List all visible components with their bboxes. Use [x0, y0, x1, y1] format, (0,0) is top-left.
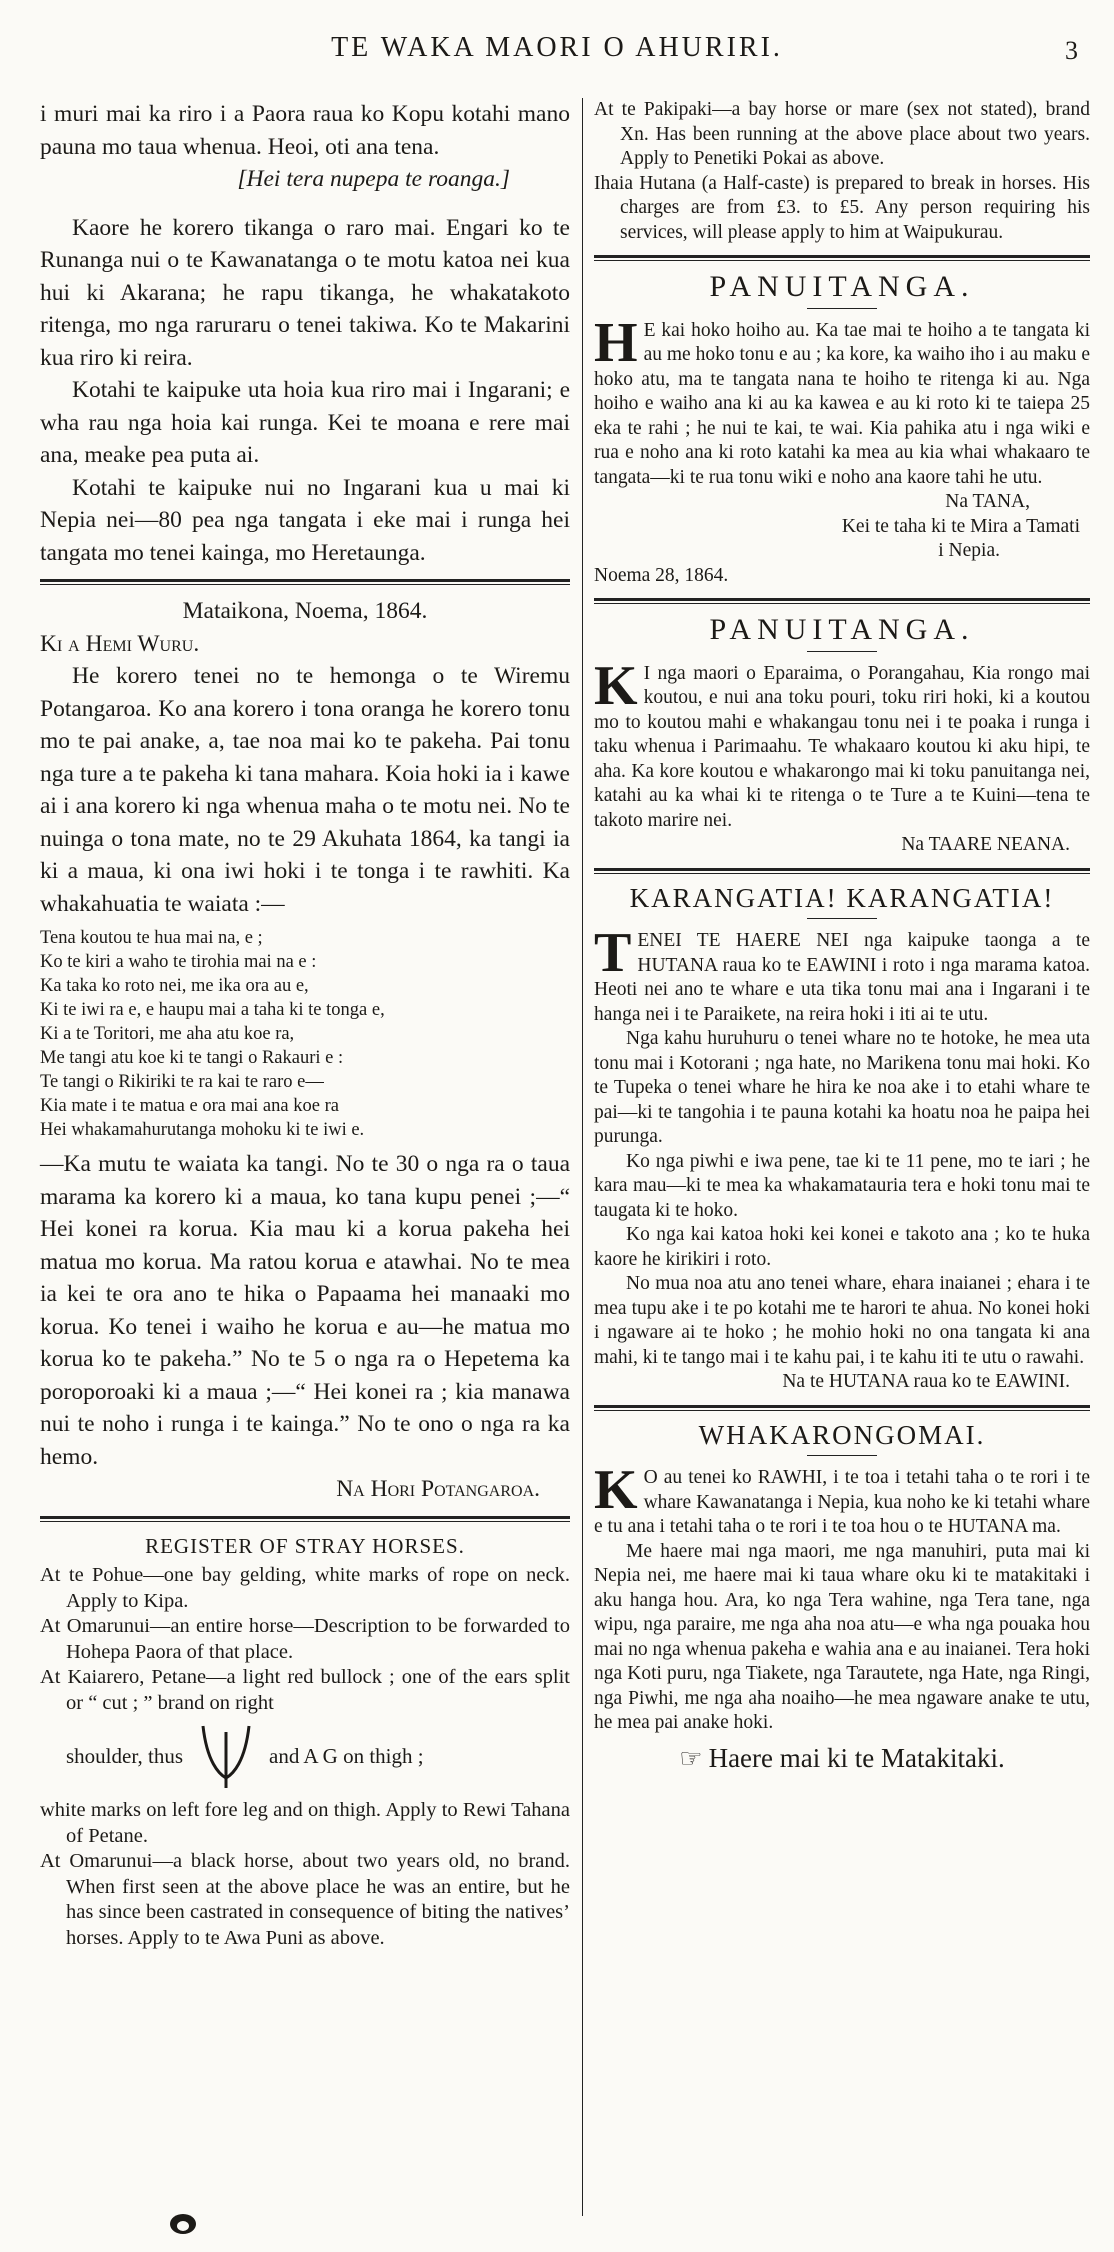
letter-dateline: Mataikona, Noema, 1864. — [182, 598, 428, 624]
page-number: 3 — [1065, 36, 1078, 65]
register-title: REGISTER OF STRAY HORSES. — [145, 1533, 465, 1558]
pointing-hand-icon: ☞ — [679, 1743, 703, 1773]
drop-cap: T — [594, 922, 632, 984]
notice-signature: Na te HUTANA raua ko te EAWINI. — [782, 1371, 1070, 1392]
letter-body: —Ka mutu te waiata ka tangi. No te 30 o nga ra o taua marama ka korero ki a maua, ko tana kupu penei ;—“ Hei konei ra korua. Kia mau ki a korua pakeha hei matua mo korua. Ma ratou korua e atawhai. No te mea ia kei te ora ano te hika o Papaama hei manaaki mo korua. Ko tenei i waiho he korua e au—he matua mo korua ko te pakeha.” No te 5 o nga ra o Hepetema ka poroporoaki ki a maua ;—“ Hei konei ra ; kia manawa nui te noho i runga i te kainga.” No te ono o nga ra ka hemo. — [40, 1151, 570, 1470]
notice-whakarongomai — [594, 1419, 1090, 1773]
notice-text: E kai hoko hoiho au. Ka tae mai te hoiho a te tangata ki au me hoko tonu e au ; ka kore, ka waiho iho i au maku e hoko atu, ma te tangata nana te hoiho te ritenga ki au. Nga hoiho e waiho ana ki au ka kawea e au ki roto ki te taiepa 25 eka te rahi ; he nui te kai, te wai. Kia pahika atu i nga wiki e rua e noho ana ki roto katahi ka mea au kia whai whakaaro te tangata—ki te rua tonu wiki e noho ana kaore tahi he utu. — [594, 319, 1090, 488]
section-divider — [40, 1516, 570, 1522]
notice-body — [594, 311, 1090, 491]
section-divider — [594, 1405, 1090, 1411]
notice-karangatia — [594, 882, 1090, 1395]
notice-panuitanga-2 — [594, 613, 1090, 858]
drop-cap: K — [594, 654, 638, 717]
drop-cap: K — [594, 1459, 638, 1521]
letter-body: He korero tenei no te hemonga o te Wiremu Potangaroa. Ko ana korero i tona oranga he korero tonu mo te pai anake, a, tae noa mai ko te pakeha. Pai tonu nga ture a te pakeha ki tana mahara. Koia hoki ia i kawe ai i ana korero ki nga whenua maha o te motu nei. No te nuinga o tona mate, no te 29 Akuhata 1864, ka tangi ia ki a maua, ki ona iwi hoki i te tonga i te rawhiti. Ka whakahuatia te waiata :— — [40, 663, 570, 917]
brand-text-before: shoulder, thus — [66, 1744, 183, 1769]
notice-body — [594, 654, 1090, 834]
advert-horse-breaking: Ihaia Hutana (a Half-caste) is prepared to break in horses. His charges are from £3. to £5. Any person requiring his services, will please apply to him at Waipukurau. — [594, 172, 1090, 243]
poem-line: Tena koutou te hua mai na, e ; — [40, 928, 263, 948]
notice-body: Me haere mai nga maori, me nga manuhiri, puta mai ki Nepia nei, me haere mai ki taua whare oku ki te matakitaki i aku hanga hou. Ara, ko nga Tera wahine, nga Tera tane, nga wipu, nga paraire, me nga aha noa atu—e wha nga pouaka hou mai no nga whenua pakeha e wahia ana e au inaianei. Tera hoki nga Koti puru, nga Tiakete, nga Tarautete, nga Hate, nga Ringi, nga Piwhi, me nga aha noaiho—he mea ngaware anake te utu, he mea pai anake hoki. — [594, 1540, 1090, 1733]
notice-heading: KARANGATIA! KARANGATIA! — [629, 882, 1055, 913]
left-column — [40, 98, 570, 1951]
waiata-poem — [40, 926, 570, 1142]
notice-body: Nga kahu huruhuru o tenei whare no te hotoke, he mea uta tonu mai i Kotorani ; nga hate, no Marikena tonu mai hoki. Ko te Tupeka o tenei whare he hira ke noa ake i to etahi whare te pai—ki te tangohia i te pauna kotahi ka hoatu noa he paipa hei purunga. — [594, 1028, 1090, 1147]
continued-note: [Hei tera nupepa te roanga.] — [237, 166, 510, 192]
stray-entry: At te Pakipaki—a bay horse or mare (sex not stated), brand Xn. Has been running at the above place about two years. Apply to Penetiki Pokai as above. — [594, 99, 1090, 169]
register-entry: At Kaiarero, Petane—a light red bullock ; one of the ears split or “ cut ; ” brand on right — [40, 1666, 570, 1714]
notice-text: O au tenei ko RAWHI, i te toa i tetahi taha o te rori i te whare Kawanatanga i Nepia, kua noho ke ki tetahi whare e tu ana i tetahi taha o te rori i te toa hou o te HUTANA ma. — [594, 1467, 1090, 1537]
news-paragraph: Kaore he korero tikanga o raro mai. Engari ko te Runanga nui o te Kawanatanga o te motu katoa nei kua hui ki Akarana; he rapu tikanga, he whakatakoto ritenga, mo nga raruraru o tenei takiwa. Ko te Makarini kua riro ki reira. — [40, 214, 570, 371]
poem-line: Me tangi atu koe ki te tangi o Rakauri e : — [40, 1048, 344, 1068]
notice-body — [594, 922, 1090, 1027]
intro-paragraph: i muri mai ka riro i a Paora raua ko Kopu kotahi mano pauna mo taua whenua. Heoi, oti ana tena. — [40, 101, 570, 160]
section-divider — [594, 255, 1090, 261]
notice-body — [594, 1459, 1090, 1540]
letter-signature: Na Hori Potangaroa. — [336, 1476, 540, 1502]
poem-line: Ki a te Toritori, me aha atu koe ra, — [40, 1024, 295, 1044]
stray-register — [40, 1534, 570, 1952]
brand-text-after: and A G on thigh ; — [269, 1744, 424, 1769]
notice-body: Ko nga piwhi e iwa pene, tae ki te 11 pene, mo te iari ; he kara mau—ki te mea ka whakamatauria tera e hoki tonu mai te taugata ki te hoko. — [594, 1150, 1090, 1221]
notice-heading: WHAKARONGOMAI. — [698, 1419, 986, 1450]
notice-heading: PANUITANGA. — [709, 270, 975, 303]
cattle-brand-mark — [197, 1722, 255, 1792]
column-rule — [582, 98, 583, 2216]
notice-signature: Na TANA, — [945, 491, 1030, 512]
notice-body: Ko nga kai katoa hoki kei konei e takoto ana ; ko te huka kaore he kirikiri i roto. — [594, 1224, 1090, 1270]
horseshoe-icon — [168, 2212, 198, 2236]
drop-cap: H — [594, 311, 638, 374]
poem-line: Ki te iwi ra e, e haupu mai a taha ki te tonga e, — [40, 1000, 385, 1020]
section-divider — [594, 868, 1090, 874]
news-paragraph: Kotahi te kaipuke nui no Ingarani kua u mai ki Nepia nei—80 pea nga tangata i eke mai i runga hei tangata mo tenei kainga, mo Heretaunga. — [40, 474, 570, 566]
section-divider — [40, 579, 570, 585]
section-divider — [594, 598, 1090, 604]
notice-text: ENEI TE HAERE NEI nga kaipuke taonga a te HUTANA raua ko te EAWINI i roto i nga marama katoa. Heoti nei ano te whare e uta tika tonu mai ana i Ingarani i te hanga nei i te Paraikete, na reira hoki i iti ai te utu. — [594, 930, 1090, 1025]
brand-row — [66, 1722, 570, 1792]
heading-rule — [807, 308, 877, 309]
notice-date: Noema 28, 1864. — [594, 564, 729, 586]
right-column — [594, 98, 1090, 1771]
closing-line — [594, 1742, 1090, 1773]
register-entry: white marks on left fore leg and on thigh. Apply to Rewi Tahana of Petane. — [40, 1799, 570, 1847]
notice-panuitanga-1 — [594, 270, 1090, 588]
heading-rule — [807, 651, 877, 652]
poem-line: Te tangi o Rikiriki te ra kai te raro e— — [40, 1072, 324, 1092]
notice-text: I nga maori o Eparaima, o Porangahau, Kia rongo mai koutou, e nui ana toku pouri, toku riri hoki, ki a koutou mo to koutou mahi e whakangau tonu nei i te poaka i runga i taku whenua i Parimaahu. Te whakaaro koutou ki aku hipi, te aha. Ka kore koutou e whakarongo mai ki toku panuitanga nei, katahi au ka whai ki te ritenga o te Ture a te Kuini—tena te takoto marire nei. — [594, 662, 1090, 831]
closing-text: Haere mai ki te Matakitaki. — [708, 1742, 1005, 1773]
poem-line: Ko te kiri a waho te tirohia mai na e : — [40, 952, 317, 972]
poem-line: Kia mate i te matua e ora mai ana koe ra — [40, 1096, 339, 1116]
notice-signature: Na TAARE NEANA. — [901, 834, 1070, 855]
register-entry: At Omarunui—an entire horse—Description to be forwarded to Hohepa Paora of that place. — [40, 1615, 570, 1663]
heading-rule — [807, 918, 877, 919]
newspaper-title: TE WAKA MAORI O AHURIRI. — [331, 32, 783, 63]
notice-signature-line: Kei te taha ki te Mira a Tamati — [841, 515, 1080, 537]
register-entry: At Omarunui—a black horse, about two years old, no brand. When first seen at the above place he was an entire, but he has since been castrated in consequence of biting the natives’ horses. Apply to te Awa Puni as above. — [40, 1850, 570, 1949]
notice-body: No mua noa atu ano tenei whare, ehara inaianei ; ehara i te mea tupu ake i te po kotahi me te harori te ahua. No konei hoki i ngaware ai te hoko ; he mohio hoki no ona tangata ki ana mahi, ki te tango mai i te kahu pai, i te kahu iti te utu o rawahi. — [594, 1273, 1090, 1368]
notice-signature-line: i Nepia. — [938, 540, 1000, 561]
heading-rule — [807, 1455, 877, 1456]
notice-heading: PANUITANGA. — [709, 613, 975, 646]
register-entry: At te Pohue—one bay gelding, white marks of rope on neck. Apply to Kipa. — [40, 1564, 570, 1612]
letter-addressee: Ki a Hemi Wuru. — [40, 630, 200, 657]
poem-line: Hei whakamahurutanga mohoku ki te iwi e. — [40, 1120, 365, 1140]
running-head — [0, 30, 1114, 70]
poem-line: Ka taka ko roto nei, me ika ora au e, — [40, 976, 309, 996]
news-paragraph: Kotahi te kaipuke uta hoia kua riro mai i Ingarani; e wha rau nga hoia kai runga. Kei te moana e rere mai ana, meake pea puta ai. — [40, 377, 570, 468]
